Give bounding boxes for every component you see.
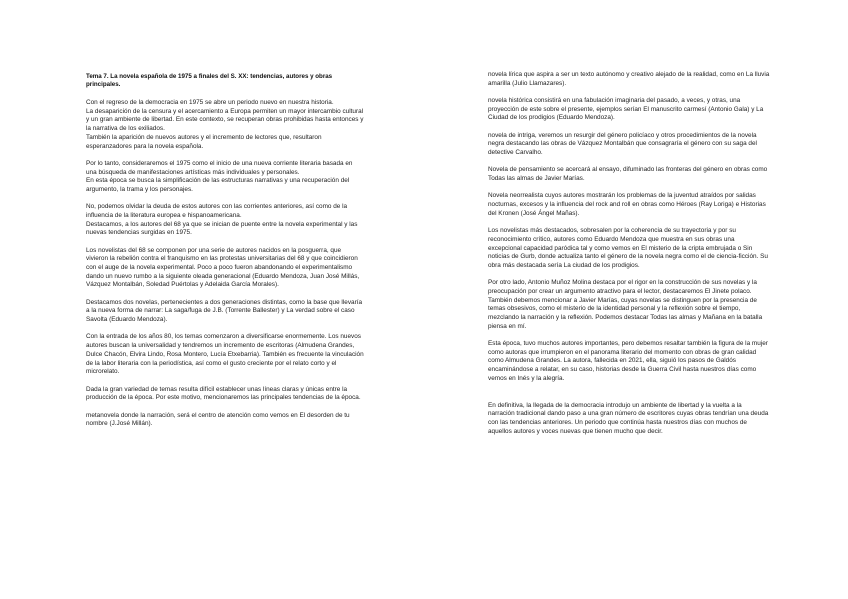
paragraph: Esta época, tuvo muchos autores importantes, pero debemos resaltar también la figura de la mujer como autoras que irrumpieron en el panorama literario del momento con obras de gran calidad como Almudena Grandes. La autora, fallecida en 2021, ella, siguió los pasos de Galdós encaminándose a relatar, en su caso, historias desde la Guerra Civil hasta nuestros días como vemos en Inés y la alegría. xyxy=(488,340,768,382)
right-column xyxy=(488,71,770,445)
paragraph: Novela neorrealista cuyos autores mostrarán los problemas de la juventud atraídos por salidas nocturnas, excesos y la influencia del rock and roll en obras como Héroes (Ray Loriga) e Historias del Kronen (José Ángel Mañas). xyxy=(488,192,766,217)
document-title: Tema 7. La novela española de 1975 a finales del S. XX: tendencias, autores y obras principales. xyxy=(86,73,333,88)
paragraph: Con la entrada de los años 80, los temas comenzaron a diversificarse enormemente. Los nuevos autores buscan la universalidad y tendremos un incremento de escritoras (Almudena Grandes, Dulce Chacón, Elvira Lindo, Rosa Montero, Lucía Etxebarria). También es frecuente la vinculación de la labor literaria con la periodística, así como el gusto creciente por el relato corto y el microrelato. xyxy=(86,333,364,376)
paragraph: Los novelistas más destacados, sobresalen por la coherencia de su trayectoria y por su reconocimiento crítico, autores como Eduardo Mendoza que muestra en sus obras una excepcional capacidad paródica tal y como vemos en El misterio de la cripta embrujada o Sin noticias de Gurb, donde actualiza tanto el género de la novela negra como el de ciencia-ficción. Su obra más destacada sería La ciudad de los prodigios. xyxy=(488,227,768,269)
paragraph: Con el regreso de la democracia en 1975 se abre un periodo nuevo en nuestra historia. La desaparición de la censura y el acercamiento a Europa permiten un mayor intercambio cultural y un gran ambiente de libertad. En este contexto, se recuperan obras prohibidas hasta entonces y la narrativa de los exiliados. También la aparición de nuevos autores y el incremento de lectores que, resultaron esperanzadores para la novela española. xyxy=(86,99,364,150)
left-column xyxy=(86,73,364,438)
paragraph: novela lírica que aspira a ser un texto autónomo y creativo alejado de la realidad, como en La lluvia amarilla (Julio Llamazares). xyxy=(488,71,770,87)
paragraph: Los novelistas del 68 se componen por una serie de autores nacidos en la posguerra, que vivieron la rebelión contra el franquismo en las protestas universitarias del 68 y que coincidieron con el auge de la novela experimental. Poco a poco fueron abandonando el experimentalismo dando un nuevo rumbo a la siguiente oleada generacional (Eduardo Mendoza, Juan José Millás, Vázquez Montalbán, Soledad Puértolas y Adelaida García Morales). xyxy=(86,246,360,289)
paragraph: Destacamos dos novelas, pertenecientes a dos generaciones distintas, como la base que llevaría a la nueva forma de narrar: La saga/fuga de J.B. (Torrente Ballester) y La verdad sobre el caso Savolta (Eduardo Mendoza). xyxy=(86,298,363,324)
paragraph: Por lo tanto, consideraremos el 1975 como el inicio de una nueva corriente literaria basada en una búsqueda de manifestaciones artísticas más individuales y personales. En esta época se busca la simplificación de las estructuras narrativas y una recuperación del argumento, la trama y los personajes. xyxy=(86,159,353,193)
paragraph: En definitiva, la llegada de la democracia introdujo un ambiente de libertad y la vuelta a la narración tradicional dando paso a una gran número de escritores cuyas obras tendrían una deuda con las tendencias anteriores. Un periodo que continúa hasta nuestros días con muchos de aquellos autores y voces nuevas que tienen mucho que decir. xyxy=(488,401,769,435)
paragraph: Por otro lado, Antonio Muñoz Molina destaca por el rigor en la construcción de sus novelas y la preocupación por crear un argumento atractivo para el lector, destacaremos El Jinete polaco. También debemos mencionar a Javier Marías, cuyas novelas se distinguen por la presencia de temas obsesivos, como el misterio de la identidad personal y la reflexión sobre el tiempo, mezclando la narración y la reflexión. Podemos destacar Todas las almas y Mañana en la batalla piensa en mí. xyxy=(488,279,763,330)
paragraph: Dada la gran variedad de temas resulta difícil establecer unas líneas claras y únicas entre la producción de la época. Por este motivo, mencionaremos las principales tendencias de la época. xyxy=(86,385,361,402)
paragraph: Novela de pensamiento se acercará al ensayo, difuminado las fronteras del género en obras como Todas las almas de Javier Marías. xyxy=(488,166,768,183)
paragraph: metanovela donde la narración, será el centro de atención como vemos en El desorden de tu nombre (J.José Millán). xyxy=(86,411,350,428)
paragraph: novela histórica consistirá en una fabulación imaginaria del pasado, a veces, y otras, una proyección de este sobre el presente, ejemplos serían El manuscrito carmesí (Antonio Gala) y La Ciudad de los prodigios (Eduardo Mendoza). xyxy=(488,97,764,122)
paragraph: No, podemos olvidar la deuda de estos autores con las corrientes anteriores, así como de la influencia de la literatura europea e hispanoamericana. Destacamos, a los autores del 68 ya que se inician de puente entre la novela experimental y las nuevas tendencias surgidas en 1975. xyxy=(86,203,358,237)
paragraph: novela de intriga, veremos un resurgir del género policíaco y otros procedimientos de la novela negra destacando las obras de Vázquez Montalbán que consagraría el género con su saga del detective Carvalho. xyxy=(488,131,757,157)
